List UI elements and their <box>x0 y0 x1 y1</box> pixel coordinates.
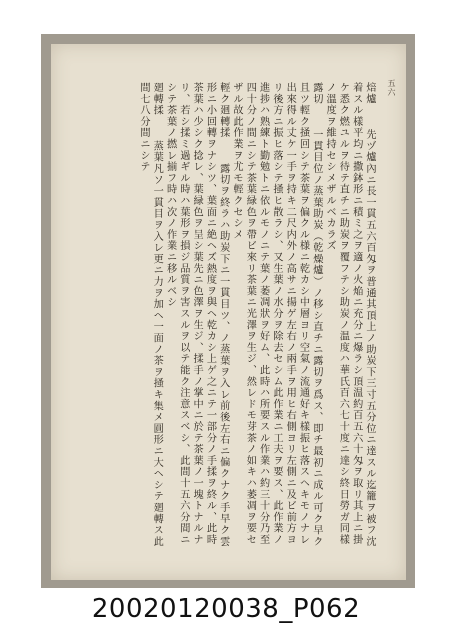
paragraph-heading: 露切 <box>310 82 322 105</box>
paragraph-text: 先ヅ爐內ニ長一貫五六百匁ヲ普通其頂上ノ助炭下三寸五分位ニ達スル迄籠ヲ被フ沈着スル樣平均ニ撒鉢形ニ積ミ之ヲ適ノ火焔ニ充分ニ爆ラシ頂温約百五六十匁ヲ取リ其上ニ掛ケ悉ク燃ユルヲ待テ直チニ助炭ヲ覆フテシ助炭ノ温度ハ華氏百六七十度ニ達シ終日勞ガ同樣ノ溫度ヲ維持セシメザルベカラズ <box>324 82 375 548</box>
paragraph-heading: 輕ク廻轉揉 <box>217 82 229 139</box>
page-number: 五六 <box>387 79 396 97</box>
paragraph-text: 蒸葉凡ソ一貫目ヲ入レ更ニ力ヲ加ヘ一面ノ茶ヲ掻キ集メ圓形ニ大ヘシテ廻轉ス此間七八分間ニシテ <box>137 82 163 548</box>
paragraph-text: 露切ヲ終ラハ助炭下ニ一貫目ツ、ノ蒸葉ヲ入レ前後左右ニ偏クナク手早ク雲形ニ小回轉ヲナシツ、葉面ニ絶ヘズ熱度ヲ與ヘ乾カシ上ゲ之ニテ一部分ノ手揉ヲ終ル、此時茶葉ハ少シク捻レ、葉緑色ヲ呈シ葉先ニ色澤ヲ生ジ、揉手ノ掌中ニ於テ茶葉ノ一塊トナルナリ、若シ揉ミ過ギル時ハ葉形ヲ損ジ品質ヲ害スルヲ以テ能ク注意スベシ、此間十五六分間ニシテ茶葉ノ撚レ揃フ時ハ次ノ作業ニ移ルベシ <box>164 82 229 548</box>
body-text <box>86 82 376 552</box>
paragraph-text: 一貫目位ノ蒸葉助炭（乾燥爐）ノ移シ直チニ露切ヲ爲ス、即チ最初ニ成ル可ク早ク且ツ輕ク掻回シテ茶葉ヲ偏クル様ニ乾カシ中層ヨリ空氣ノ流通好キ樣振ヒ落スヘキモノナレ出來得ル丈ケ一手ヲ持キ二尺内外ノ高サニ揚ゲ左右ノ兩手ヲ用ヒ右側ヨリ左側ニ及ビ前方ヨリ後方ニ振ヒ落シテ掻ヒ散ラシ、又生葉ノ水分ヲ除去セシム此作業ニ工夫ヲ要ス、此作業ノ進捗ハ熟練ト勤勉トニ依ルモノニテ葉ノ萎凋狀ヲ好ム、此時ハ所要スル作業ハ約三十分乃至四十分ノ間ニシテ茶葉緑色ヲ帶ビ來リ茶葉ニ光澤ヲ生ジ、然レドモ芽茶ノ如キハ萎凋ヲ要セザル故此作業ヲ尤モ輕クセシメ <box>231 82 322 548</box>
paragraph-roasting <box>323 82 376 552</box>
paragraph-heading: 廻轉揉 <box>151 82 163 116</box>
paragraph-rolling <box>137 82 164 552</box>
paragraph-light-rolling <box>163 82 229 552</box>
paragraph-dew-cutting <box>230 82 323 552</box>
image-caption: 20020120038_P062 <box>91 594 361 624</box>
paragraph-heading: 焙爐 <box>364 82 375 105</box>
